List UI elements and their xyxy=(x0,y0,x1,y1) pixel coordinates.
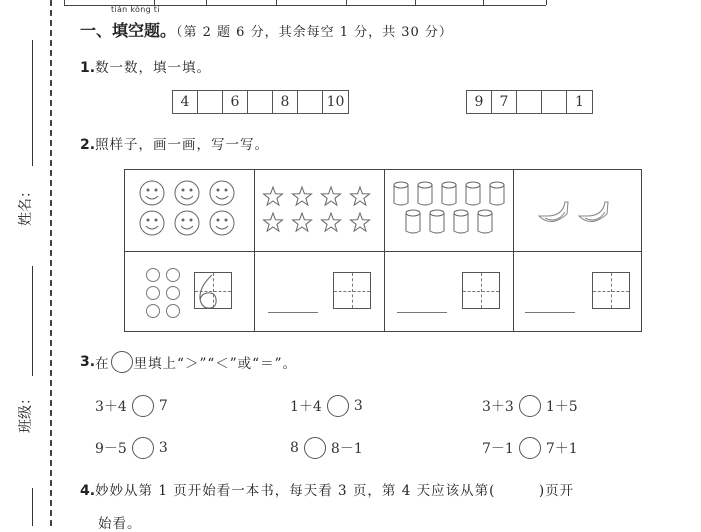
comparison-left: 3＋3 xyxy=(482,399,514,415)
comparison-right: 8－1 xyxy=(330,441,363,457)
score-table-col xyxy=(483,0,484,5)
star-icons xyxy=(261,184,379,240)
cylinder-icons xyxy=(391,182,509,242)
comparison-left: 7－1 xyxy=(482,441,514,457)
score-table-col xyxy=(206,0,207,5)
sequence-box: 10 xyxy=(326,94,345,110)
section-note: （第 2 题 6 分，其余每空 1 分，共 30 分） xyxy=(176,25,453,40)
question-text-after: 里填上“＞”“＜”或“＝”。 xyxy=(133,356,297,372)
comparison-answer-circle[interactable] xyxy=(519,437,541,459)
banana-icons xyxy=(537,196,617,228)
class-underline xyxy=(32,488,33,526)
class-label: 班级： xyxy=(18,391,34,433)
digit-six-trace xyxy=(195,273,233,310)
question-1 xyxy=(80,56,211,76)
circle-icon xyxy=(111,351,133,373)
question-number: 4. xyxy=(80,483,96,499)
comparison-right: 1＋5 xyxy=(545,399,578,415)
write-box-bananas[interactable] xyxy=(592,272,630,309)
number-sequence-b xyxy=(466,90,593,114)
name-label: 姓名： xyxy=(18,184,34,226)
comparison-item xyxy=(482,437,578,459)
question-number: 3. xyxy=(80,354,96,370)
comparison-left: 8 xyxy=(290,440,299,456)
comparison-answer-circle[interactable] xyxy=(132,395,154,417)
question-3 xyxy=(80,351,297,373)
score-table-col xyxy=(64,0,65,5)
smiley-face-icons xyxy=(139,180,243,240)
number-sequence-a xyxy=(172,90,349,114)
grid-col-divider xyxy=(254,170,255,331)
comparison-answer-circle[interactable] xyxy=(304,437,326,459)
comparison-item xyxy=(482,395,578,417)
grid-col-divider xyxy=(384,170,385,331)
score-table-col xyxy=(415,0,416,5)
sequence-box: 4 xyxy=(173,91,198,113)
score-table-col xyxy=(276,0,277,5)
comparison-right: 3 xyxy=(158,440,168,456)
sequence-box: 9 xyxy=(467,91,492,113)
question-number: 2. xyxy=(80,137,96,153)
comparison-answer-circle[interactable] xyxy=(132,437,154,459)
comparison-left: 9－5 xyxy=(95,441,127,457)
comparison-item xyxy=(95,395,168,417)
circle-dot-icons xyxy=(145,267,185,319)
section-title: 一、填空题。 xyxy=(80,21,177,40)
grid-col-divider xyxy=(513,170,514,331)
comparison-item xyxy=(290,395,363,417)
draw-write-grid xyxy=(124,169,642,332)
question-4-continuation: 始看。 xyxy=(98,516,142,532)
name-underline-bottom xyxy=(32,266,33,376)
answer-line-bananas[interactable] xyxy=(525,312,575,313)
name-underline-top xyxy=(32,40,33,166)
comparison-right: 3 xyxy=(353,398,363,414)
answer-line-stars[interactable] xyxy=(268,312,318,313)
score-table-col xyxy=(546,0,547,5)
binding-dashed-line xyxy=(50,0,52,526)
write-box-cylinders[interactable] xyxy=(462,272,500,309)
question-text: 照样子，画一画，写一写。 xyxy=(95,137,270,153)
answer-line-cylinders[interactable] xyxy=(397,312,447,313)
sequence-blank[interactable] xyxy=(298,91,323,113)
comparison-answer-circle[interactable] xyxy=(519,395,541,417)
comparison-left: 1＋4 xyxy=(290,399,322,415)
question-2 xyxy=(80,133,269,153)
sequence-blank[interactable] xyxy=(248,91,273,113)
example-write-box xyxy=(194,272,232,309)
section-heading xyxy=(80,18,453,41)
sequence-blank[interactable] xyxy=(198,91,223,113)
sequence-blank[interactable] xyxy=(517,91,542,113)
score-table-col xyxy=(346,0,347,5)
comparison-item xyxy=(95,437,168,459)
sequence-box: 8 xyxy=(273,91,298,113)
comparison-item xyxy=(290,437,363,459)
grid-row-divider xyxy=(125,251,641,252)
question-text: 数一数，填一填。 xyxy=(95,60,212,76)
comparison-right: 7 xyxy=(158,398,168,414)
comparison-left: 3＋4 xyxy=(95,399,127,415)
sequence-box: 7 xyxy=(492,91,517,113)
question-number: 1. xyxy=(80,60,96,76)
question-4 xyxy=(80,479,574,499)
sequence-box: 6 xyxy=(223,91,248,113)
question-text-before: 在 xyxy=(95,356,110,372)
comparison-right: 7＋1 xyxy=(545,441,578,457)
write-box-stars[interactable] xyxy=(333,272,371,309)
comparison-answer-circle[interactable] xyxy=(327,395,349,417)
section-pinyin: tián kòng tí xyxy=(111,5,160,14)
sequence-blank[interactable] xyxy=(542,91,567,113)
question-text: 妙妙从第 1 页开始看一本书，每天看 3 页，第 4 天应该从第( )页开 xyxy=(95,483,575,499)
sequence-box: 1 xyxy=(575,94,584,110)
